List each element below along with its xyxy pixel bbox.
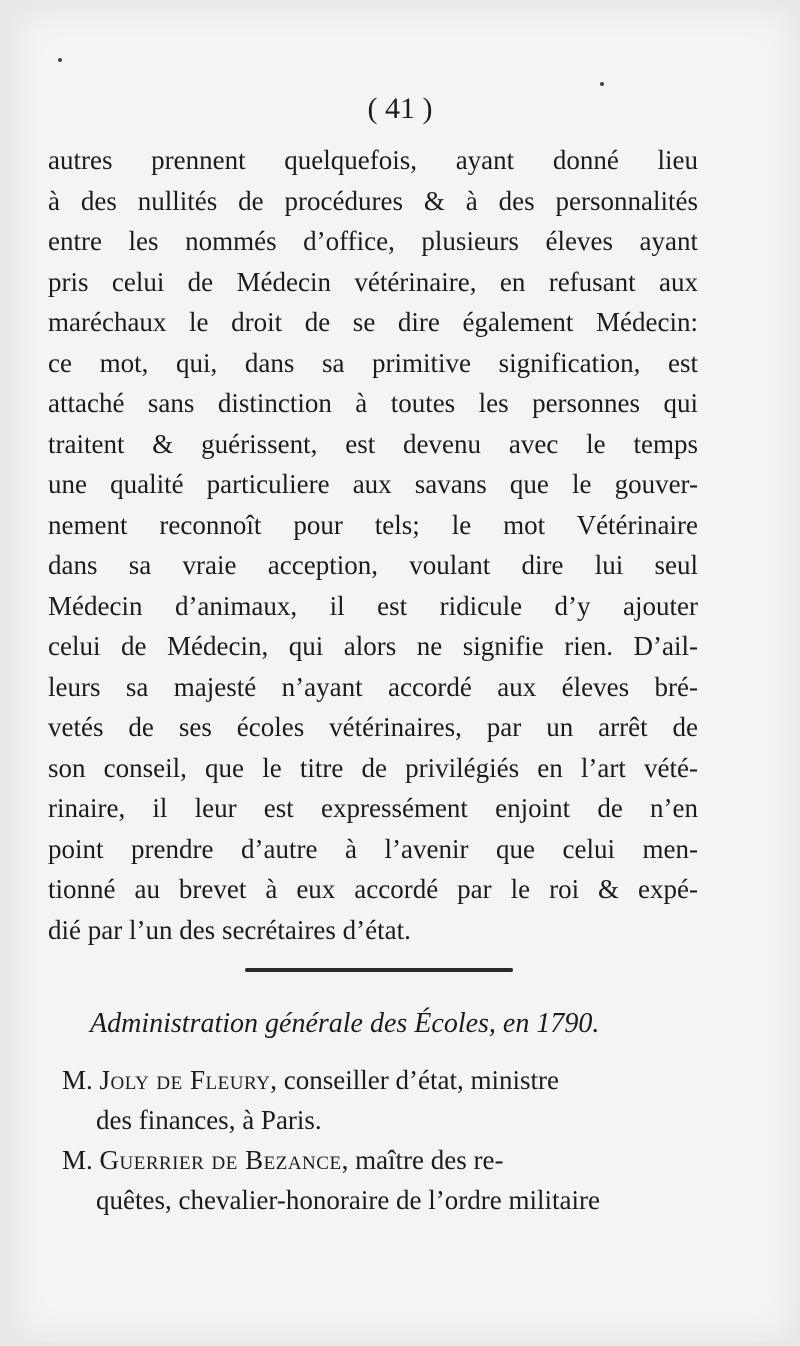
entry-name: Guerrier de Bezance <box>99 1145 342 1175</box>
page-number: ( 41 ) <box>367 92 433 125</box>
ink-speck <box>600 82 604 86</box>
entry-title: , conseiller d’état, ministre <box>270 1065 559 1095</box>
entry-first-line <box>62 1060 702 1100</box>
text-line: Médecin d’animaux, il est ridicule d’y ajouter <box>48 590 698 621</box>
text-line: pris celui de Médecin vétérinaire, en refusant aux <box>48 266 698 297</box>
text-line: entre les nommés d’office, plusieurs éleves ayant <box>48 226 698 256</box>
section-divider <box>245 968 513 972</box>
entry-continuation: des finances, à Paris. <box>96 1105 322 1135</box>
entry-prefix: M. <box>62 1145 100 1175</box>
text-line: dans sa vraie acception, voulant dire lui seul <box>48 550 698 580</box>
entry-prefix: M. <box>62 1065 100 1095</box>
text-line: vetés de ses écoles vétérinaires, par un arrêt de <box>48 712 698 742</box>
text-line: tionné au brevet à eux accordé par le roi & expé- <box>48 874 698 904</box>
text-line: une qualité particuliere aux savans que le gouver- <box>48 469 698 499</box>
text-line: dié par l’un des secrétaires d’état. <box>48 914 411 945</box>
text-line: traitent & guérissent, est devenu avec le temps <box>48 428 698 459</box>
text-line: son conseil, que le titre de privilégiés en l’art vété- <box>48 752 698 783</box>
text-line: à des nullités de procédures & à des personnalités <box>48 185 698 216</box>
body-paragraph <box>48 140 698 950</box>
text-line: celui de Médecin, qui alors ne signifie rien. D’ail- <box>48 631 698 661</box>
text-line: nement reconnoît pour tels; le mot Vétérinaire <box>48 509 698 540</box>
entry-first-line <box>62 1140 702 1180</box>
entry-continuation: quêtes, chevalier-honoraire de l’ordre militaire <box>96 1185 600 1215</box>
entries-list <box>62 1060 702 1220</box>
text-line: autres prennent quelquefois, ayant donné lieu <box>48 145 698 175</box>
text-line: rinaire, il leur est expressément enjoint de n’en <box>48 793 698 823</box>
text-line: ce mot, qui, dans sa primitive signification, est <box>48 347 698 378</box>
text-line: maréchaux le droit de se dire également Médecin: <box>48 307 698 337</box>
text-line: leurs sa majesté n’ayant accordé aux éleves bré- <box>48 671 698 702</box>
text-line: point prendre d’autre à l’avenir que celui men- <box>48 833 698 864</box>
text-line: attaché sans distinction à toutes les personnes qui <box>48 388 698 418</box>
entry-title: , maître des re- <box>341 1145 504 1175</box>
entry-name: Joly de Fleury <box>99 1065 271 1095</box>
ink-speck <box>58 58 62 62</box>
section-heading: Administration générale des Écoles, en 1790. <box>90 1008 600 1039</box>
